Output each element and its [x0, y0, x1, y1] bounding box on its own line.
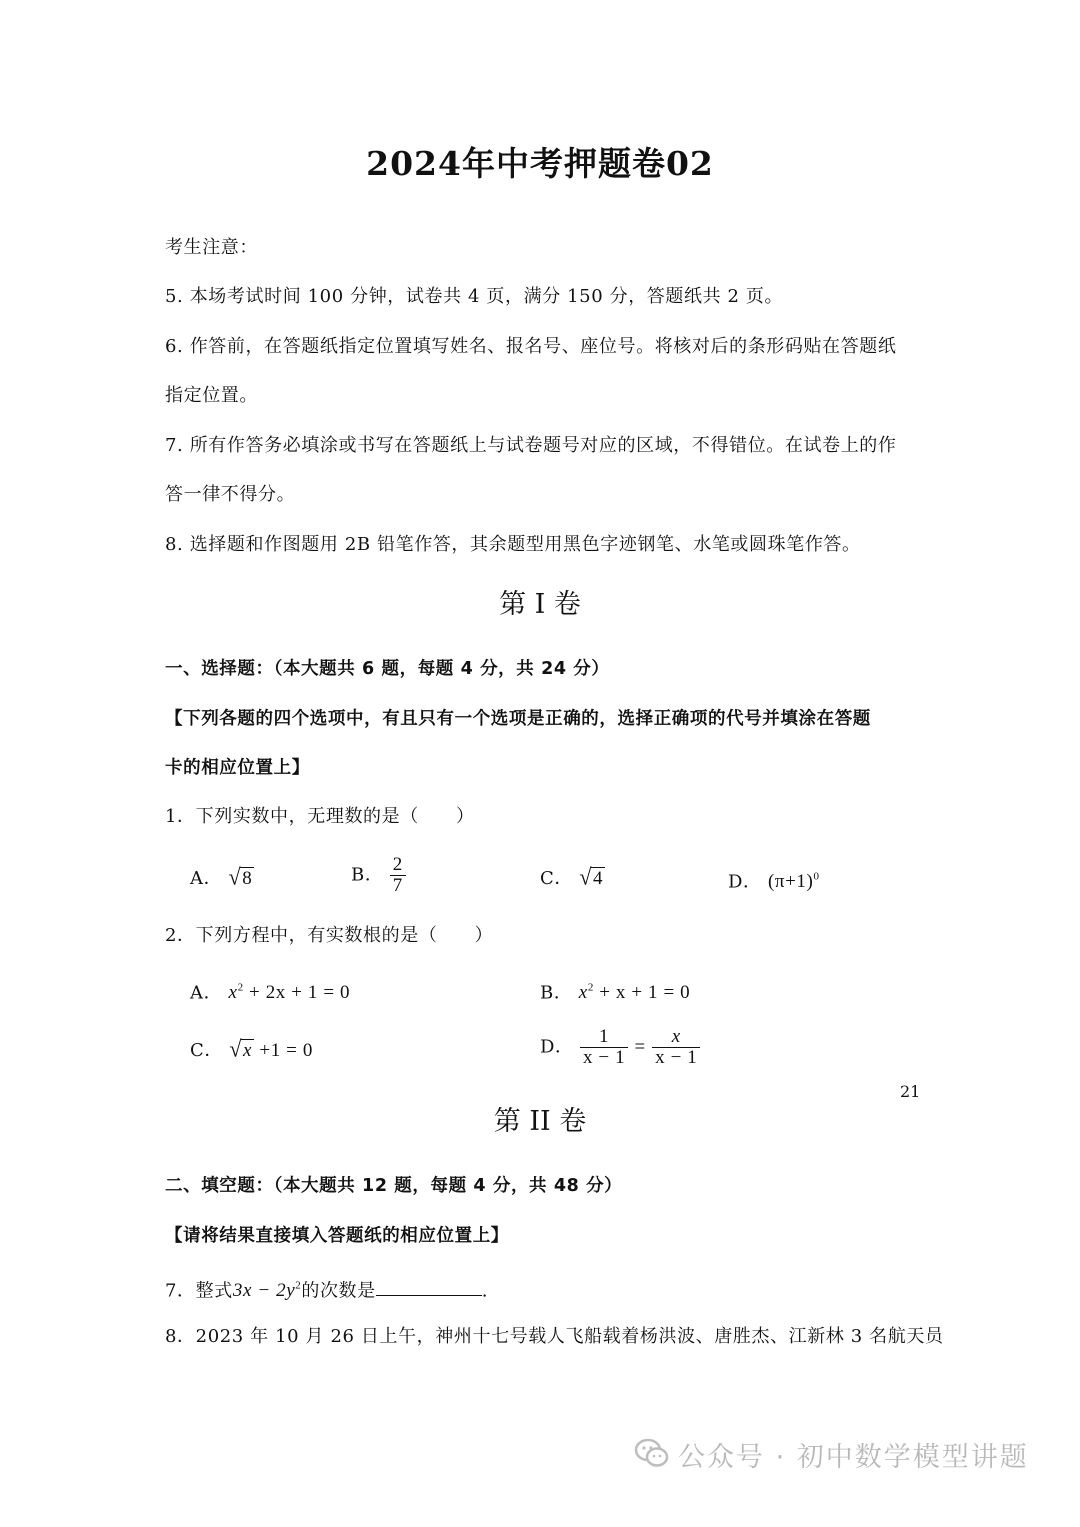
- option-label: B．: [540, 982, 573, 1004]
- volume-2-title: 第 II 卷: [493, 1106, 587, 1137]
- question-1-option-c: [540, 865, 605, 891]
- question-1-option-a: [190, 865, 254, 891]
- fraction-left: [580, 1027, 628, 1068]
- question-7-end: .: [481, 1280, 489, 1302]
- question-7-suffix: 的次数是: [301, 1280, 376, 1302]
- volume-1-title: 第 I 卷: [499, 589, 581, 620]
- equation: [579, 982, 691, 1003]
- wechat-icon: [634, 1438, 670, 1468]
- expr: 3x − 2y: [232, 1280, 296, 1302]
- question-8: 8．2023 年 10 月 26 日上午，神州十七号载人飞船载着杨洪波、唐胜杰、江新林 3 名航天员: [165, 1326, 944, 1347]
- polynomial: [233, 1280, 302, 1301]
- radicand: [241, 1039, 254, 1061]
- question-7-prefix: 7．整式: [165, 1280, 233, 1302]
- question-2-option-a: [190, 976, 350, 1005]
- question-2-option-d: [540, 1027, 700, 1068]
- section-2-instruction: 【请将结果直接填入答题纸的相应位置上】: [165, 1226, 509, 1246]
- question-1-option-d: [728, 865, 820, 894]
- notice-item-7-line2: 答一律不得分。: [165, 484, 296, 505]
- equation: [229, 982, 351, 1003]
- equals: =: [634, 1036, 646, 1058]
- sqrt-expression: √x: [229, 1035, 253, 1062]
- section-2-heading: 二、填空题：（本大题共 12 题，每题 4 分，共 48 分）: [165, 1176, 623, 1196]
- option-label: D．: [540, 1036, 574, 1058]
- option-label: A．: [190, 868, 223, 889]
- radicand: 8: [242, 868, 253, 889]
- var: x: [671, 1026, 681, 1047]
- numerator: 2: [390, 855, 406, 876]
- question-2-option-b: [540, 976, 690, 1005]
- notice-item-6-line2: 指定位置。: [165, 385, 258, 406]
- denominator: 7: [392, 875, 403, 896]
- question-1-stem: 1．下列实数中，无理数的是（ ）: [165, 806, 475, 827]
- option-label: D．: [728, 871, 762, 893]
- page-number: 21: [900, 1082, 921, 1101]
- exponent: 2: [237, 982, 244, 994]
- base: (π+1): [767, 871, 814, 893]
- exponent: 2: [295, 1280, 302, 1292]
- power-expression: [768, 871, 820, 892]
- page-title: 2024年中考押题卷02: [366, 144, 714, 183]
- rest: + 2x + 1 = 0: [243, 982, 351, 1004]
- section-1-instruction-line1: 【下列各题的四个选项中，有且只有一个选项是正确的，选择正确项的代号并填涂在答题: [165, 709, 871, 729]
- exponent: 0: [813, 871, 820, 883]
- watermark-text: 公众号 · 初中数学模型讲题: [678, 1442, 1029, 1473]
- option-label: C．: [540, 868, 573, 889]
- section-1-heading: 一、选择题：（本大题共 6 题，每题 4 分，共 24 分）: [165, 659, 610, 679]
- radicand: 4: [593, 868, 604, 889]
- notice-heading: 考生注意：: [165, 237, 258, 258]
- numerator: [652, 1027, 700, 1048]
- answer-blank: [376, 1277, 482, 1296]
- denominator: x − 1: [655, 1047, 698, 1068]
- question-2-stem: 2．下列方程中，有实数根的是（ ）: [165, 925, 494, 946]
- var: x: [243, 1040, 253, 1061]
- rest: +1 = 0: [254, 1040, 313, 1061]
- option-label: C．: [190, 1040, 223, 1061]
- notice-item-7-line1: 7. 所有作答务必填涂或书写在答题纸上与试卷题号对应的区域，不得错位。在试卷上的作: [165, 435, 897, 456]
- denominator: x − 1: [582, 1047, 626, 1068]
- question-1-option-b: [351, 855, 406, 896]
- section-1-instruction-line2: 卡的相应位置上】: [165, 758, 310, 778]
- option-label: A．: [190, 982, 223, 1004]
- rest: + x + 1 = 0: [593, 982, 691, 1004]
- option-label: B．: [351, 864, 384, 886]
- sqrt-expression: √4: [579, 863, 604, 890]
- fraction: [390, 855, 406, 896]
- exponent: 2: [587, 982, 594, 994]
- numerator: 1: [580, 1027, 628, 1048]
- notice-item-6-line1: 6. 作答前，在答题纸指定位置填写姓名、报名号、座位号。将核对后的条形码贴在答题纸: [165, 336, 897, 357]
- var: x: [578, 982, 588, 1004]
- notice-item-5: 5. 本场考试时间 100 分钟，试卷共 4 页，满分 150 分，答题纸共 2 页。: [165, 286, 784, 307]
- fraction-right: [652, 1027, 700, 1068]
- notice-item-8: 8. 选择题和作图题用 2B 铅笔作答，其余题型用黑色字迹钢笔、水笔或圆珠笔作答。: [165, 534, 861, 555]
- sqrt-expression: √8: [228, 863, 253, 890]
- question-7: [165, 1274, 488, 1303]
- var: x: [228, 982, 238, 1004]
- question-2-option-c: [190, 1037, 313, 1063]
